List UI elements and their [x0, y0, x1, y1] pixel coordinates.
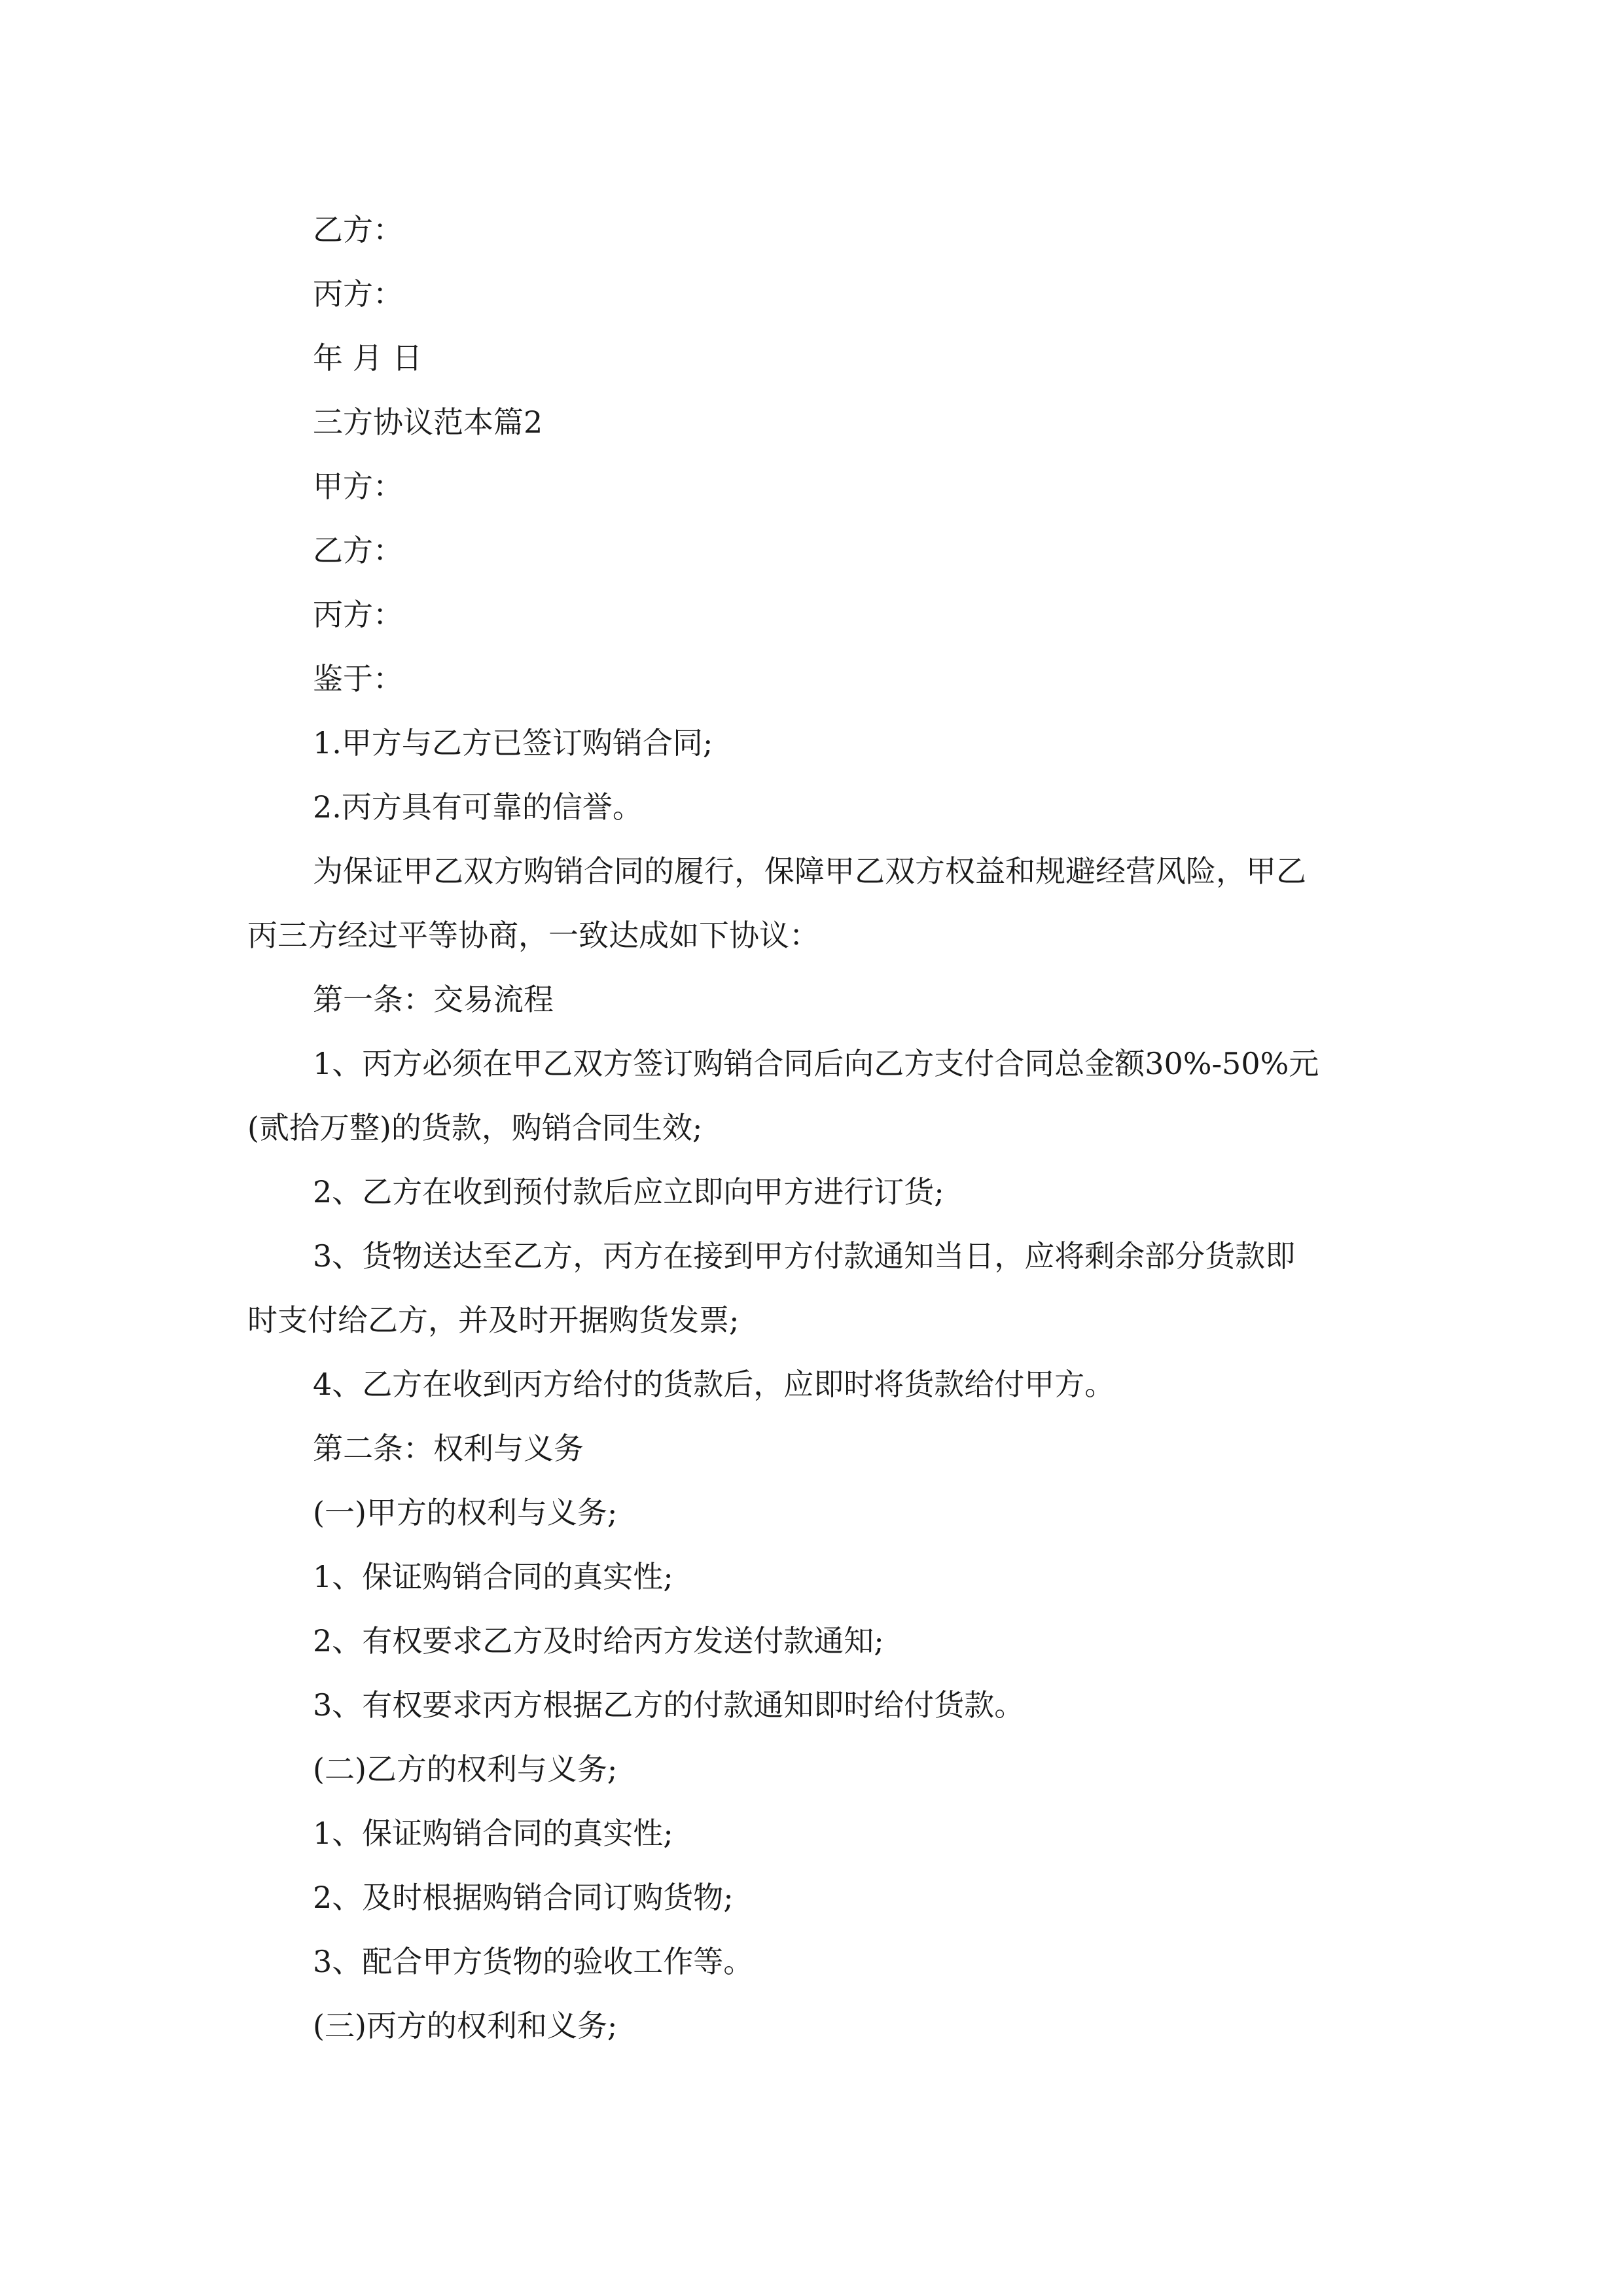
subsection-heading: (二)乙方的权利与义务; — [313, 1751, 618, 1787]
whereas-item: 1.甲方与乙方已签订购销合同; — [313, 725, 713, 761]
date-line: 年 月 日 — [313, 340, 423, 376]
party-b-label: 乙方： — [313, 212, 403, 247]
clause-line: 时支付给乙方，并及时开据购货发票; — [247, 1302, 740, 1338]
preamble-paragraph-line: 丙三方经过平等协商，一致达成如下协议： — [247, 918, 819, 953]
whereas-item: 2.丙方具有可靠的信誉。 — [313, 789, 643, 825]
party-a-label: 甲方： — [313, 469, 403, 504]
subsection-heading: (三)丙方的权利和义务; — [313, 2008, 618, 2043]
clause-line: 2、及时根据购销合同订购货物; — [313, 1880, 734, 1915]
subsection-heading: (一)甲方的权利与义务; — [313, 1495, 618, 1530]
clause-line: 3、配合甲方货物的验收工作等。 — [313, 1944, 754, 1979]
party-b-label: 乙方： — [313, 533, 403, 568]
article-heading: 第一条：交易流程 — [313, 982, 554, 1017]
whereas-label: 鉴于： — [313, 661, 403, 696]
clause-line: 1、丙方必须在甲乙双方签订购销合同后向乙方支付合同总金额30%-50%元 — [313, 1046, 1319, 1081]
section-title: 三方协议范本篇2 — [313, 404, 543, 440]
clause-line: 1、保证购销合同的真实性; — [313, 1559, 673, 1594]
document-body — [247, 198, 1386, 2058]
preamble-paragraph-line: 为保证甲乙双方购销合同的履行，保障甲乙双方权益和规避经营风险，甲乙 — [313, 853, 1306, 889]
clause-line: 3、有权要求丙方根据乙方的付款通知即时给付货款。 — [313, 1687, 1025, 1723]
clause-line: (贰拾万整)的货款，购销合同生效; — [247, 1110, 703, 1145]
clause-line: 4、乙方在收到丙方给付的货款后，应即时将货款给付甲方。 — [313, 1367, 1115, 1402]
clause-line: 2、有权要求乙方及时给丙方发送付款通知; — [313, 1623, 884, 1659]
party-c-label: 丙方： — [313, 597, 403, 632]
clause-line: 1、保证购销合同的真实性; — [313, 1816, 673, 1851]
party-c-label: 丙方： — [313, 276, 403, 312]
clause-line: 2、乙方在收到预付款后应立即向甲方进行订货; — [313, 1174, 944, 1210]
clause-line: 3、货物送达至乙方，丙方在接到甲方付款通知当日，应将剩余部分货款即 — [313, 1238, 1296, 1274]
article-heading: 第二条：权利与义务 — [313, 1431, 584, 1466]
